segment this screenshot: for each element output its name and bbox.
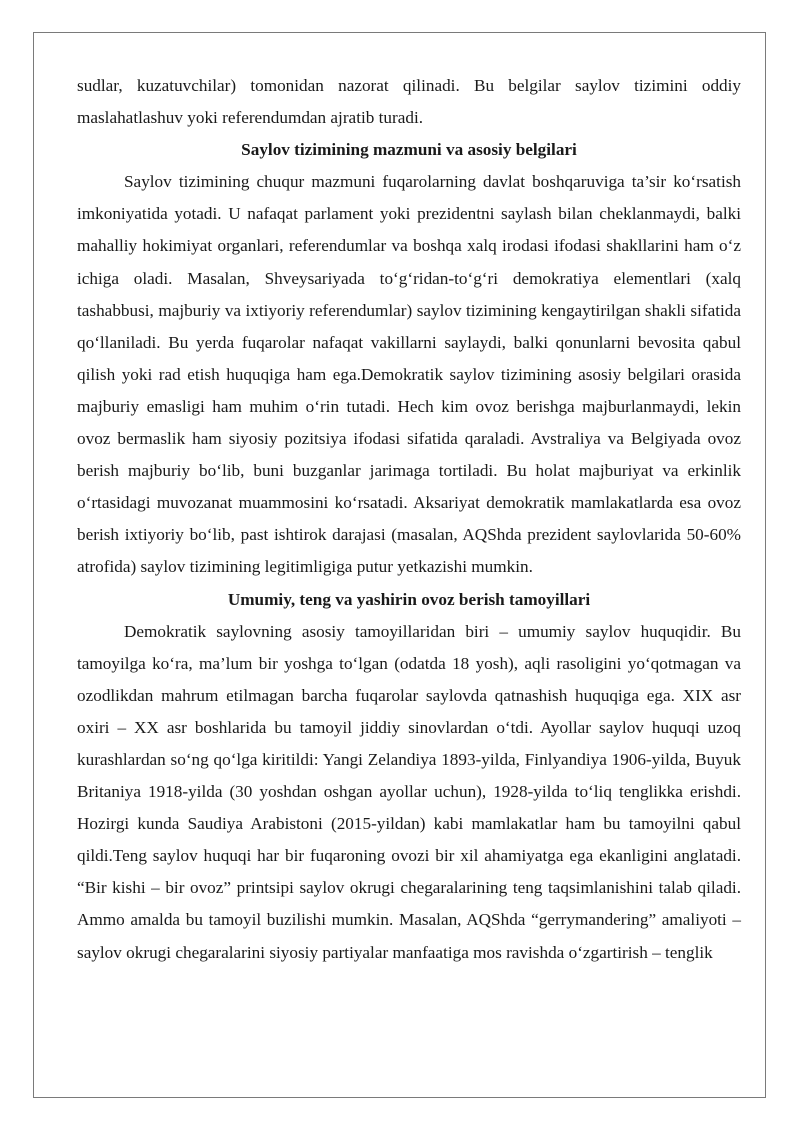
document-body: [77, 70, 741, 969]
paragraph-continuation: sudlar, kuzatuvchilar) tomonidan nazorat qilinadi. Bu belgilar saylov tizimini oddiy maslahatlashuv yoki referendumdan ajratib turadi.: [77, 76, 741, 128]
paragraph-principles: Demokratik saylovning asosiy tamoyillaridan biri – umumiy saylov huquqidir. Bu tamoyilga ko‘ra, ma’lum bir yoshga to‘lgan (odatda 18 yosh), aqli rasoligini yo‘qotmagan va ozodlikdan mahrum etilmagan barcha fuqarolar saylovda qatnashish huquqiga ega. XIX asr oxiri – XX asr boshlarida bu tamoyil jiddiy sinovlardan o‘tdi. Ayollar saylov huquqi uzoq kurashlardan so‘ng qo‘lga kiritildi: Yangi Zelandiya 1893-yilda, Finlyandiya 1906-yilda, Buyuk Britaniya 1918-yilda (30 yoshdan oshgan ayollar uchun), 1928-yilda to‘liq tenglikka erishdi. Hozirgi kunda Saudiya Arabistoni (2015-yildan) kabi mamlakatlar ham bu tamoyilni qabul qildi.Teng saylov huquqi har bir fuqaroning ovozi bir xil ahamiyatga ega ekanligini anglatadi. “Bir kishi – bir ovoz” printsipi saylov okrugi chegaralarining teng taqsimlanishini talab qiladi. Ammo amalda bu tamoyil buzilishi mumkin. Masalan, AQShda “gerrymandering” amaliyoti – saylov okrugi chegaralarini siyosiy partiyalar manfaatiga mos ravishda o‘zgartirish – tenglik: [77, 621, 741, 962]
paragraph-content-and-features: Saylov tizimining chuqur mazmuni fuqarolarning davlat boshqaruviga ta’sir ko‘rsatish imkoniyatida yotadi. U nafaqat parlament yoki prezidentni saylash bilan cheklanmaydi, balki mahalliy hokimiyat organlari, referendumlar va boshqa xalq irodasi ifodasi shakllarini ham o‘z ichiga oladi. Masalan, Shveysariyada to‘g‘ridan-to‘g‘ri demokratiya elementlari (xalq tashabbusi, majburiy va ixtiyoriy referendumlar) saylov tizimining kengaytirilgan shakli sifatida qo‘llaniladi. Bu yerda fuqarolar nafaqat vakillarni saylaydi, balki qonunlarni bevosita qabul qilish yoki rad etish huquqiga ham ega.Demokratik saylov tizimining asosiy belgilari orasida majburiy emasligi ham muhim o‘rin tutadi. Hech kim ovoz berishga majburlanmaydi, lekin ovoz bermaslik ham siyosiy pozitsiya ifodasi sifatida qaraladi. Avstraliya va Belgiyada ovoz berish majburiy bo‘lib, buni buzganlar jarimaga tortiladi. Bu holat majburiyat va erkinlik o‘rtasidagi muvozanat muammosini ko‘rsatadi. Aksariyat demokratik mamlakatlarda esa ovoz berish ixtiyoriy bo‘lib, past ishtirok darajasi (masalan, AQShda prezident saylovlarida 50-60% atrofida) saylov tizimining legitimligiga putur yetkazishi mumkin.: [77, 172, 741, 577]
section-heading-content-and-features: Saylov tizimining mazmuni va asosiy belgilari: [241, 140, 577, 160]
section-heading-principles: Umumiy, teng va yashirin ovoz berish tamoyillari: [227, 589, 591, 609]
